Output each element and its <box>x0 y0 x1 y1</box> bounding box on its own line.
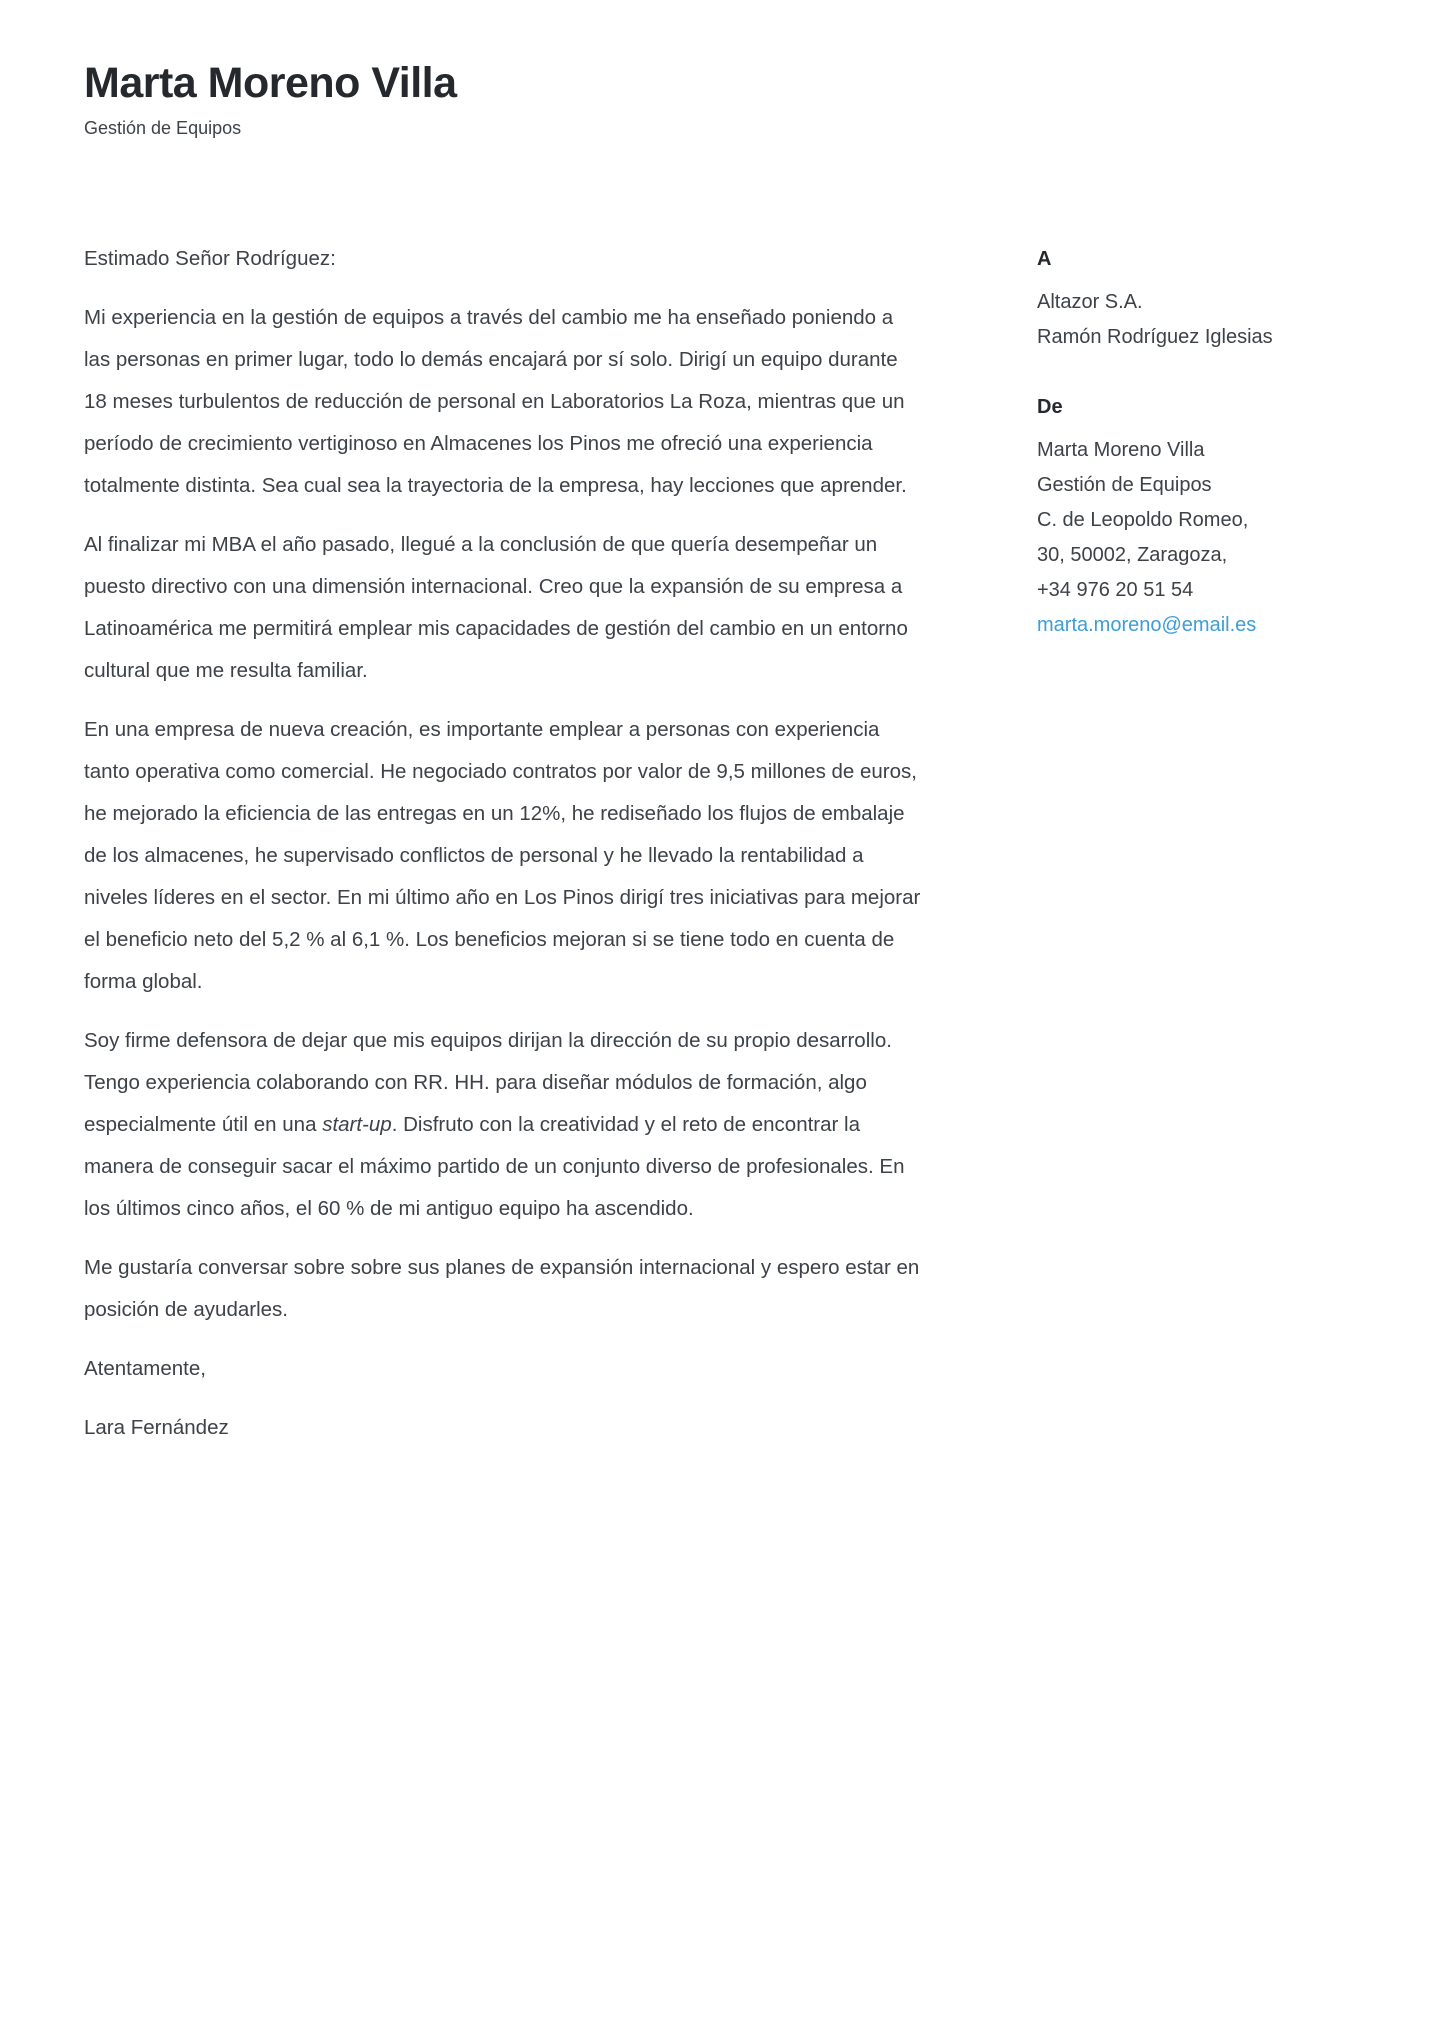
paragraph-5: Me gustaría conversar sobre sobre sus planes de expansión internacional y espero estar en posición de ayudarles. <box>84 1256 920 1321</box>
sender-street-address: C. de Leopoldo Romeo, <box>1037 509 1249 531</box>
recipient-company: Altazor S.A. <box>1037 291 1143 313</box>
sender-section <box>1037 390 1367 643</box>
sender-email-link[interactable]: marta.moreno@email.es <box>1037 614 1257 636</box>
salutation: Estimado Señor Rodríguez: <box>84 247 336 270</box>
closing-line: Atentamente, <box>84 1357 206 1380</box>
sender-name: Marta Moreno Villa <box>1037 439 1205 461</box>
paragraph-3: En una empresa de nueva creación, es importante emplear a personas con experiencia tanto operativa como comercial. He negociado contratos por valor de 9,5 millones de euros, he mejorado la eficiencia de las entregas en un 12%, he rediseñado los flujos de embalaje de los almacenes, he supervisado conflictos de personal y he llevado la rentabilidad a niveles líderes en el sector. En mi último año en Los Pinos dirigí tres iniciativas para mejorar el beneficio neto del 5,2 % al 6,1 %. Los beneficios mejoran si se tiene todo en cuenta de forma global. <box>84 718 921 993</box>
paragraph-1: Mi experiencia en la gestión de equipos a través del cambio me ha enseñado poniendo a las personas en primer lugar, todo lo demás encajará por sí solo. Dirigí un equipo durante 18 meses turbulentos de reducción de personal en Laboratorios La Roza, mientras que un período de crecimiento vertiginoso en Almacenes los Pinos me ofreció una experiencia totalmente distinta. Sea cual sea la trayectoria de la empresa, hay lecciones que aprender. <box>84 306 907 497</box>
letter-body <box>84 238 922 1466</box>
sender-phone: +34 976 20 51 54 <box>1037 579 1194 601</box>
contact-sidebar <box>1037 242 1367 643</box>
sender-heading: De <box>1037 396 1063 418</box>
author-role: Gestión de Equipos <box>84 118 242 138</box>
recipient-section <box>1037 242 1367 355</box>
sender-city-address: 30, 50002, Zaragoza, <box>1037 544 1228 566</box>
recipient-name: Ramón Rodríguez Iglesias <box>1037 326 1273 348</box>
paragraph-4-text-before: Soy firme defensora de dejar que mis equipos dirijan la dirección de su propio desarrollo. Tengo experiencia colaborando con RR. HH. para diseñar módulos de formación, algo especialmente útil en una <box>84 1029 892 1136</box>
paragraph-4-text-after: . Disfruto con la creatividad y el reto de encontrar la manera de conseguir sacar el máximo partido de un conjunto diverso de profesionales. En los últimos cinco años, el 60 % de mi antiguo equipo ha ascendido. <box>84 1113 905 1220</box>
signature-name: Lara Fernández <box>84 1416 229 1439</box>
letter-header <box>84 58 457 139</box>
paragraph-4-italic-term: start-up <box>322 1113 392 1136</box>
paragraph-2: Al finalizar mi MBA el año pasado, llegué a la conclusión de que quería desempeñar un puesto directivo con una dimensión internacional. Creo que la expansión de su empresa a Latinoamérica me permitirá emplear mis capacidades de gestión del cambio en un entorno cultural que me resulta familiar. <box>84 533 908 682</box>
recipient-heading: A <box>1037 248 1052 270</box>
author-name: Marta Moreno Villa <box>84 59 457 107</box>
sender-role: Gestión de Equipos <box>1037 474 1212 496</box>
paragraph-4 <box>84 1020 922 1230</box>
